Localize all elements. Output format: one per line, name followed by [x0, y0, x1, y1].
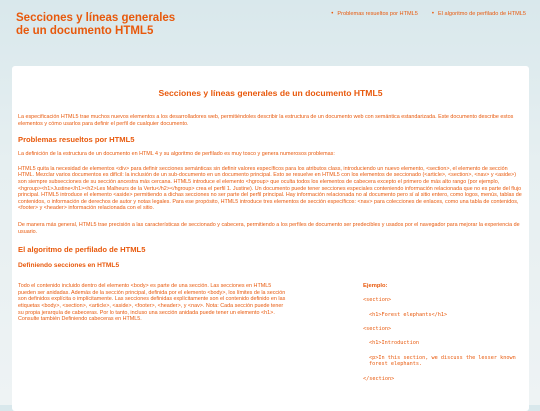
summary-paragraph: De manera más general, HTML5 trae precisión a las características de seccionado y cabecera, permitiendo a los perfiles de documento ser predecibles y usados por el navegador para mejorar la experiencia de usuario. [18, 221, 520, 235]
subsection-heading-defining: Definiendo secciones en HTML5 [18, 262, 120, 270]
code-line: </section> [363, 375, 395, 382]
site-title-line2: de un documento HTML5 [16, 25, 154, 37]
nav-link-label[interactable]: El algoritmo de perfilado de HTML5 [438, 11, 526, 17]
code-line: <h1>Introduction [369, 340, 419, 347]
top-navigation [331, 11, 526, 17]
bullet-icon: • [331, 11, 334, 17]
nav-link-problemas[interactable] [331, 11, 418, 17]
code-example [363, 297, 523, 382]
site-title-line1: Secciones y líneas generales [16, 12, 176, 24]
nav-link-algoritmo[interactable] [432, 11, 526, 17]
defining-paragraph: Todo el contenido incluido dentro del elemento <body> es parte de una sección. Las secciones en HTML5 pueden ser anidadas. Además de la sección principal, definida por el elemento <body>, los límites de la sección son definidos explícita o implícitamente. Las secciones definidas explícitamente son el contenido definido en las etiquetas <body>, <section>, <article>, <aside>, <footer>, <header>, y <nav>. Nota: Cada sección puede tener su propia jerarquía de cabeceras. Por lo tanto, incluso una sección anidada puede tener un elemento <h1>. Consulte también Definiendo cabeceras en HTML5. [18, 283, 286, 323]
code-line: <h1>Forest elephants</h1> [369, 311, 448, 318]
right-column [363, 283, 523, 390]
content-panel [12, 66, 529, 411]
two-column-block [18, 283, 523, 390]
intro-paragraph: La especificación HTML5 trae muchos nuevos elementos a los desarrolladores web, permitiéndoles describir la estructura de un documento web con semántica estandarizada. Este documento describe estos elementos y cómo usarlos para definir el perfil de cualquier documento. [18, 114, 514, 127]
example-label: Ejemplo: [363, 283, 388, 290]
site-title [16, 12, 175, 38]
article-title: Secciones y líneas generales de un documento HTML5 [158, 88, 383, 98]
left-column [18, 283, 288, 390]
section-heading-problems: Problemas resueltos por HTML5 [18, 135, 135, 145]
bullet-icon: • [431, 11, 434, 17]
code-line: <section> [363, 297, 392, 304]
problems-intro-paragraph: La definición de la estructura de un documento en HTML 4 y su algoritmo de perfilado es muy tosco y genera numerosos problemas: [18, 151, 335, 158]
nav-link-label[interactable]: Problemas resueltos por HTML5 [337, 11, 418, 17]
problems-list-paragraph: HTML5 quita la necesidad de elementos <div> para definir secciones semánticas sin definir valores específicos para los atributos class, introduciendo un nuevo elemento, <section>, el elemento de sección HTML. Mezclar varios documentos es difícil: la inclusión de un sub-documento en un documento principal. Esto se resuelve en HTML5 con los elementos de seccionado (<article>, <section>, <nav> y <aside>) son siempre subsecciones de su sección ancestra más cercana. HTML5 introduce el elemento <hgroup> que oculta todos los elementos de cabecera excepto el primero de más alto rango (por ejemplo, <hgroup><h1>Justine</h1><h2>Les Malheurs de la Vertu</h2></hgroup> crea el perfil 1. Justine). Un documento puede tener secciones especiales conteniendo información relacionada que no es parte del flujo principal. HTML5 introduce el elemento <aside> permitiendo a dichas secciones no ser parte del perfil principal. Hay información relacionada no al documento pero sí al sitio entero, como logos, menús, tablas de contenidos, o información de derechos de autor y notas legales. Para ese propósito, HTML5 introduce tres elementos de sección específicos: <nav> para colecciones de enlaces, como una tabla de contenidos, <footer> y <header> información relacionada con el sitio. [18, 165, 522, 212]
code-line: <section> [363, 325, 392, 332]
code-line: <p>In this section, we discuss the lesser known forest elephants. [369, 354, 516, 368]
section-heading-algorithm: El algoritmo de perfilado de HTML5 [18, 245, 146, 255]
